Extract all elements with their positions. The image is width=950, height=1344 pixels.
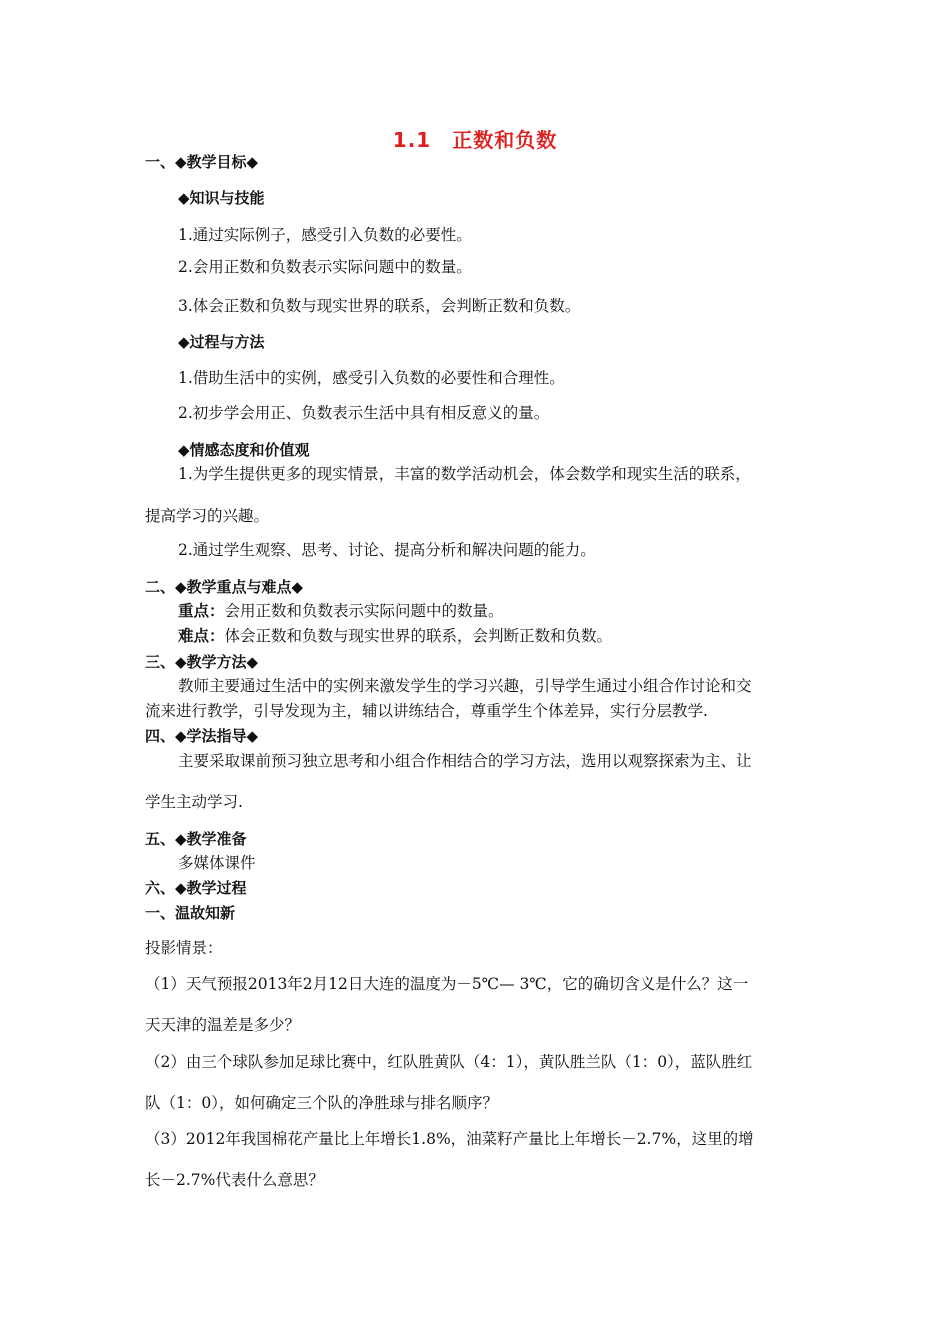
- difficulty-label: 难点：: [178, 627, 225, 645]
- paragraph-line: 多媒体课件: [178, 854, 256, 872]
- paragraph-line: 主要采取课前预习独立思考和小组合作相结合的学习方法，选用以观察探索为主、让: [178, 752, 752, 770]
- section-heading-key-points: 二、◆教学重点与难点◆: [145, 578, 304, 596]
- section-heading-method: 三、◆教学方法◆: [145, 653, 259, 671]
- key-point-line: [178, 601, 504, 621]
- list-item: 1.借助生活中的实例，感受引入负数的必要性和合理性。: [178, 369, 565, 387]
- list-item: 1.为学生提供更多的现实情景，丰富的数学活动机会，体会数学和现实生活的联系，: [178, 465, 751, 483]
- subheading-knowledge-skills: ◆知识与技能: [178, 189, 265, 207]
- list-item: 1.通过实际例子，感受引入负数的必要性。: [178, 226, 472, 244]
- paragraph-line: 教师主要通过生活中的实例来激发学生的学习兴趣，引导学生通过小组合作讨论和交: [178, 677, 752, 695]
- list-item: 2.通过学生观察、思考、讨论、提高分析和解决问题的能力。: [178, 541, 596, 559]
- paragraph-line: 流来进行教学，引导发现为主，辅以讲练结合，尊重学生个体差异，实行分层教学.: [145, 702, 708, 720]
- paragraph-line: 投影情景：: [145, 939, 223, 957]
- key-point-label: 重点：: [178, 602, 225, 620]
- subheading-process-method: ◆过程与方法: [178, 333, 265, 351]
- list-item: 2.会用正数和负数表示实际问题中的数量。: [178, 258, 472, 276]
- question-line: （2）由三个球队参加足球比赛中，红队胜黄队（4：1），黄队胜兰队（1：0），蓝队胜红: [145, 1053, 753, 1071]
- difficulty-text: 体会正数和负数与现实世界的联系，会判断正数和负数。: [224, 627, 613, 645]
- section-heading-objectives: 一、◆教学目标◆: [145, 153, 259, 171]
- subheading-attitude-values: ◆情感态度和价值观: [178, 441, 310, 459]
- section-heading-preparation: 五、◆教学准备: [145, 830, 247, 848]
- section-heading-process: 六、◆教学过程: [145, 879, 247, 897]
- key-point-text: 会用正数和负数表示实际问题中的数量。: [224, 602, 504, 620]
- question-line: （3）2012年我国棉花产量比上年增长1.8%，油菜籽产量比上年增长－2.7%，这里的增: [145, 1130, 754, 1148]
- question-line: 长－2.7%代表什么意思？: [145, 1171, 324, 1189]
- subheading-review: 一、温故知新: [145, 904, 236, 922]
- question-line: （1）天气预报2013年2月12日大连的温度为－5℃— 3℃，它的确切含义是什么？这一: [145, 975, 749, 993]
- question-line: 队（1：0），如何确定三个队的净胜球与排名顺序？: [145, 1094, 498, 1112]
- question-line: 天天津的温差是多少？: [145, 1016, 301, 1034]
- difficulty-line: [178, 626, 612, 646]
- page-title: 1.1 正数和负数: [392, 128, 558, 152]
- list-item: 2.初步学会用正、负数表示生活中具有相反意义的量。: [178, 404, 550, 422]
- list-item: 3.体会正数和负数与现实世界的联系，会判断正数和负数。: [178, 297, 581, 315]
- section-heading-learning-guide: 四、◆学法指导◆: [145, 727, 259, 745]
- paragraph-line: 学生主动学习.: [145, 793, 243, 811]
- list-item: 提高学习的兴趣。: [145, 507, 270, 525]
